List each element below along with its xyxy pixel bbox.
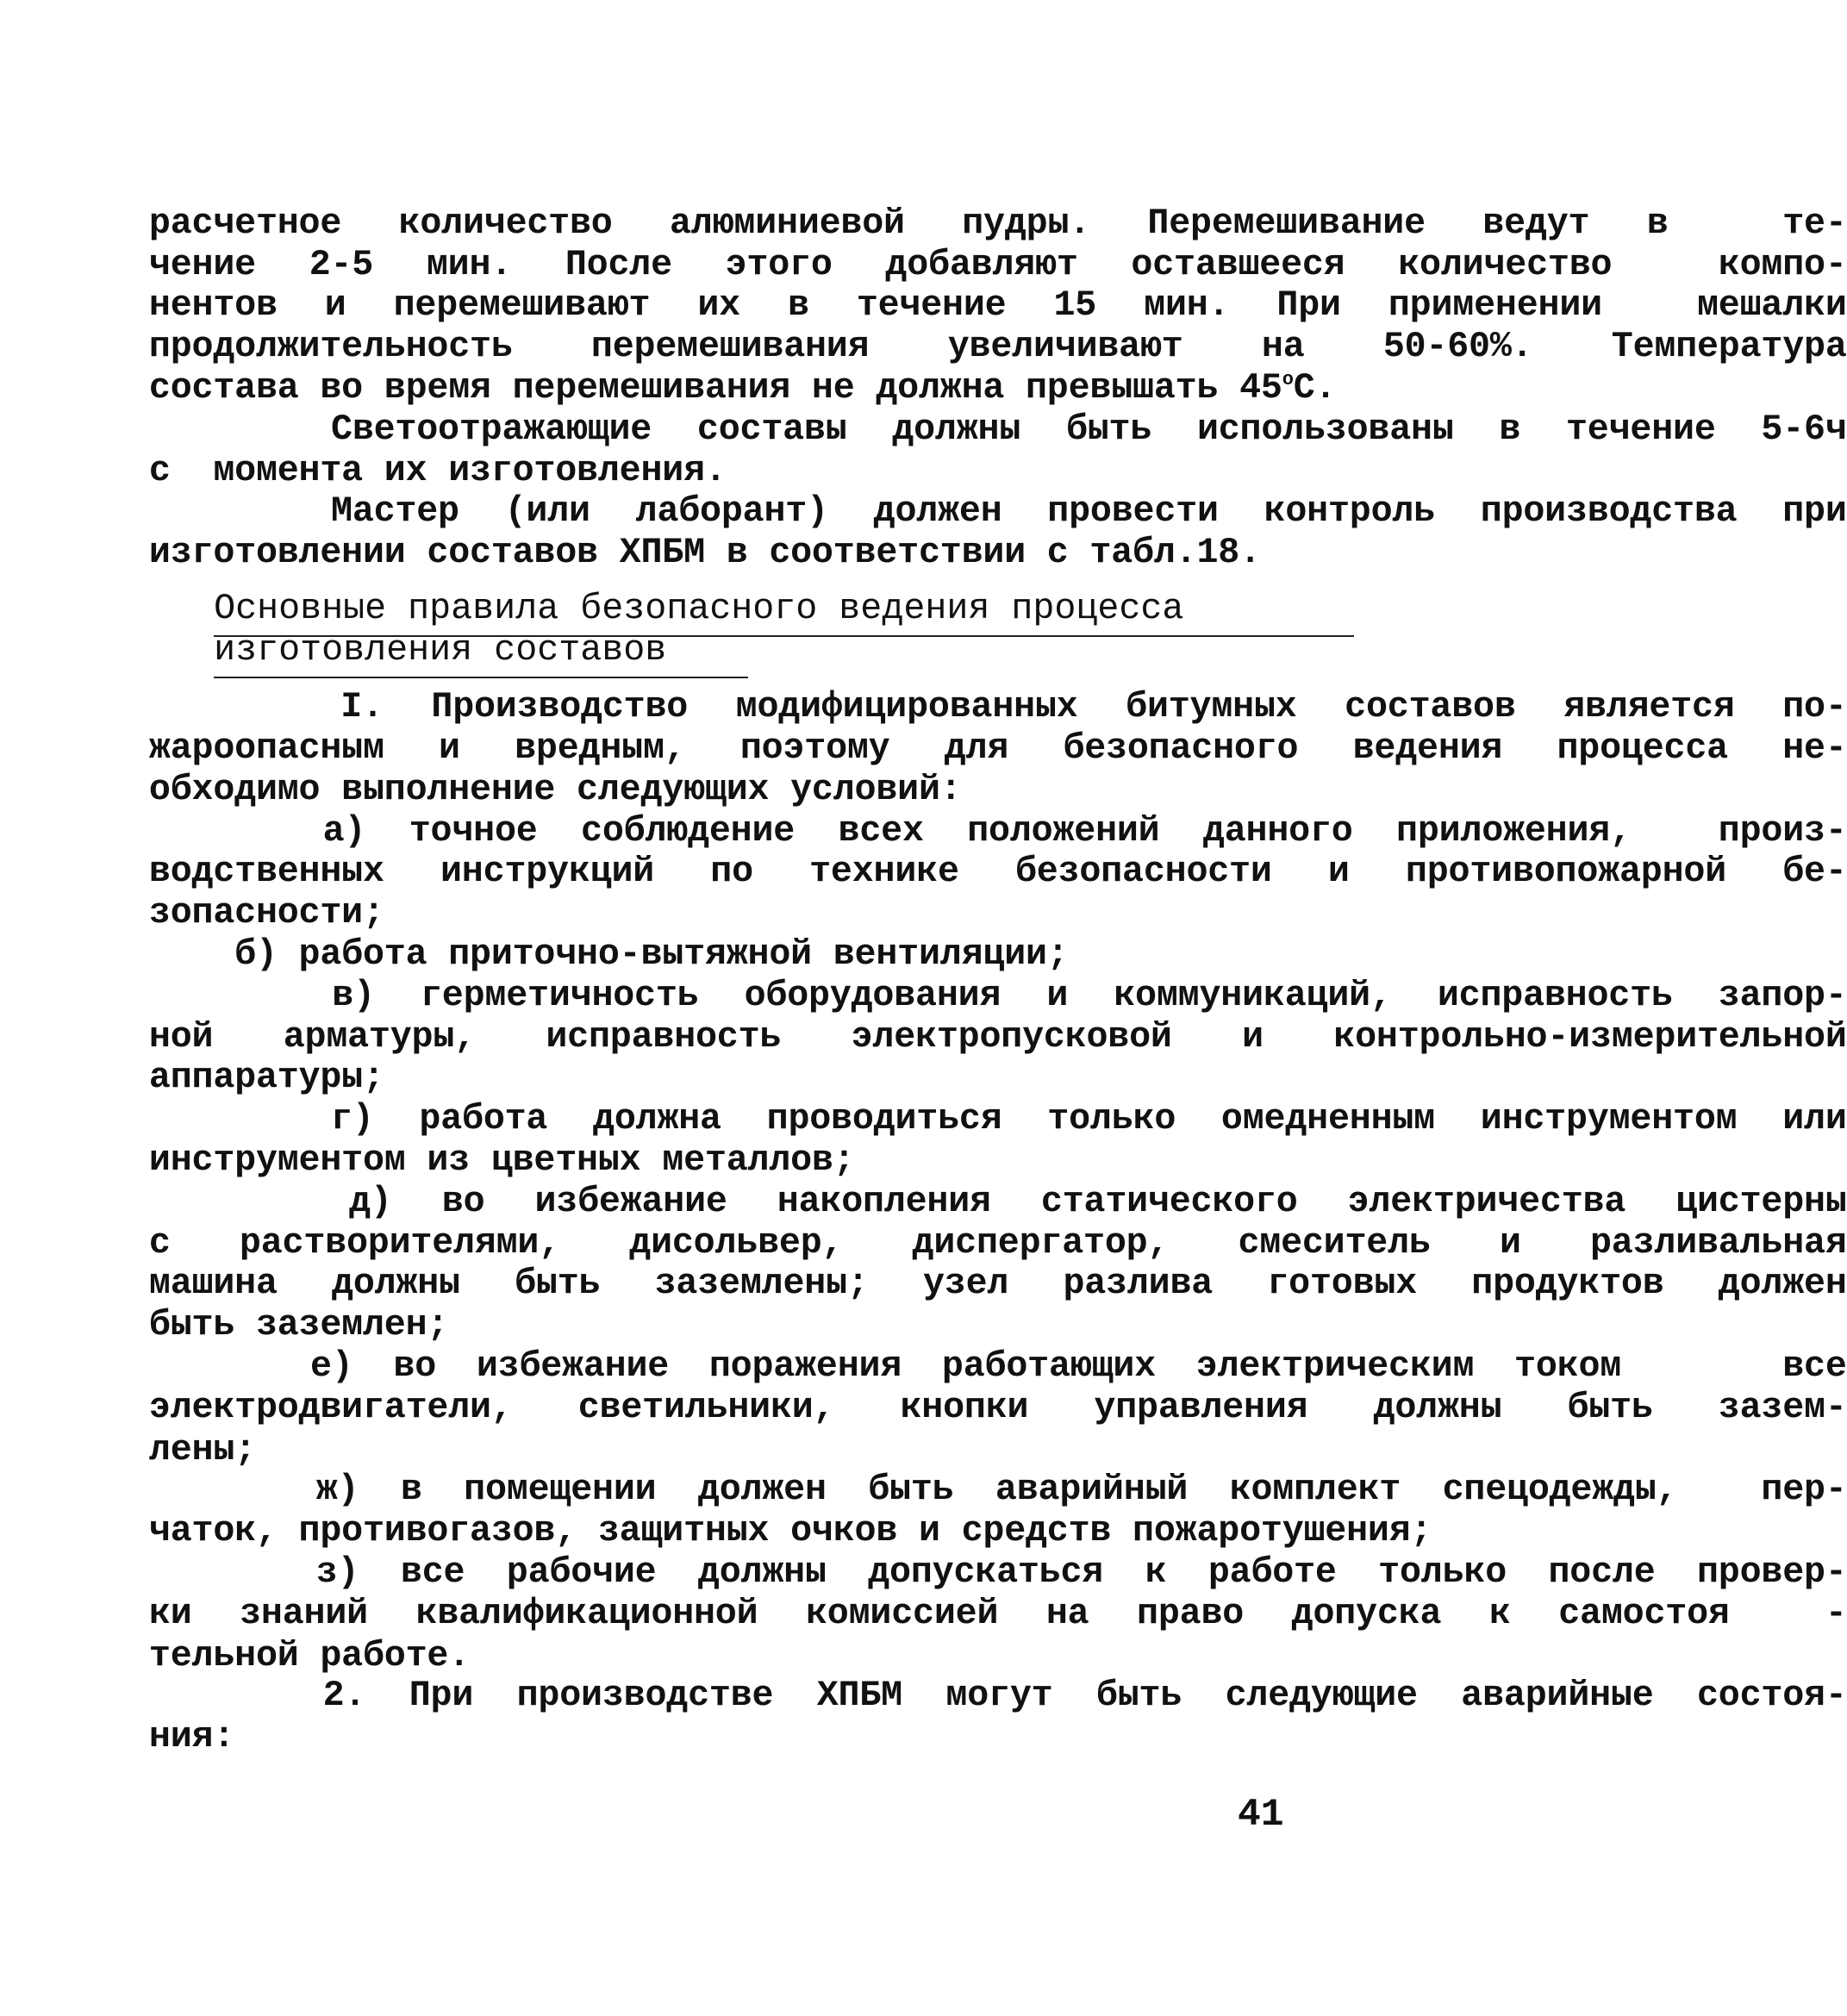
text-line: чаток, противогазов, защитных очков и средств пожаротушения; bbox=[148, 1510, 1432, 1552]
text-line: ной арматуры, исправность электропусковой и контрольно-измерительной bbox=[148, 1016, 1847, 1058]
text-line: г) работа должна проводиться только омедненным инструментом или bbox=[148, 1098, 1847, 1140]
temperature-text: состава во время перемешивания не должна превышать 45 bbox=[148, 367, 1282, 409]
section-heading-line-2: изготовления составов bbox=[214, 628, 667, 671]
text-line: продолжительность перемешивания увеличивают на 50-60%. Температура bbox=[148, 325, 1847, 367]
text-line: Мастер (или лаборант) должен провести контроль производства при bbox=[148, 490, 1847, 532]
text-line bbox=[149, 368, 1847, 408]
text-line: нентов и перемешивают их в течение 15 мин. При применении мешалки bbox=[148, 284, 1847, 326]
text-line: ки знаний квалификационной комиссией на право допуска к самостоя - bbox=[148, 1593, 1847, 1635]
text-line: б) работа приточно-вытяжной вентиляции; bbox=[148, 933, 1069, 976]
text-line: тельной работе. bbox=[148, 1634, 471, 1676]
text-line: е) во избежание поражения работающих электрическим током все bbox=[148, 1345, 1847, 1388]
text-line: обходимо выполнение следующих условий: bbox=[148, 769, 962, 811]
text-line: в) герметичность оборудования и коммуникаций, исправность запор- bbox=[148, 975, 1847, 1017]
text-line: а) точное соблюдение всех положений данного приложения, произ- bbox=[148, 810, 1847, 852]
text-line: инструментом из цветных металлов; bbox=[148, 1139, 855, 1182]
text-line: аппаратуры; bbox=[148, 1056, 384, 1098]
page-number: 41 bbox=[1237, 1793, 1284, 1837]
text-line: изготовлении составов ХПБМ в соответствии с табл.18. bbox=[148, 531, 1261, 573]
text-line: 2. При производстве ХПБМ могут быть следующие аварийные состоя- bbox=[148, 1675, 1847, 1717]
section-heading-line-1: Основные правила безопасного ведения процесса bbox=[214, 587, 1184, 629]
text-line: водственных инструкций по технике безопасности и противопожарной бе- bbox=[148, 850, 1847, 892]
text-line: лены; bbox=[148, 1428, 256, 1470]
text-line: зопасности; bbox=[148, 892, 384, 933]
text-line: электродвигатели, светильники, кнопки управления должны быть зазем- bbox=[148, 1387, 1847, 1429]
text-line: чение 2-5 мин. После этого добавляют оставшееся количество компо- bbox=[148, 244, 1847, 286]
text-line: машина должны быть заземлены; узел разлива готовых продуктов должен bbox=[148, 1263, 1847, 1305]
text-line: I. Производство модифицированных битумных составов является по- bbox=[148, 685, 1847, 727]
text-line: быть заземлен; bbox=[148, 1304, 449, 1346]
heading-underline bbox=[214, 677, 747, 678]
degree-mark: o bbox=[1282, 369, 1294, 391]
text-line: з) все рабочие должны допускаться к работе только после провер- bbox=[148, 1551, 1847, 1594]
temperature-unit: С. bbox=[1293, 367, 1337, 409]
text-line: Светоотражающие составы должны быть использованы в течение 5-6ч bbox=[148, 409, 1847, 451]
text-line: д) во избежание накопления статического электричества цистерны bbox=[148, 1181, 1847, 1223]
text-line: ния: bbox=[148, 1716, 235, 1758]
text-line: ж) в помещении должен быть аварийный комплект спецодежды, пер- bbox=[148, 1469, 1847, 1511]
text-line: с растворителями, дисольвер, диспергатор, смеситель и разливальная bbox=[148, 1222, 1847, 1264]
text-line: жароопасным и вредным, поэтому для безопасного ведения процесса не- bbox=[148, 727, 1847, 770]
text-line: расчетное количество алюминиевой пудры. Перемешивание ведут в те- bbox=[148, 203, 1847, 245]
text-line: с момента их изготовления. bbox=[148, 450, 727, 492]
